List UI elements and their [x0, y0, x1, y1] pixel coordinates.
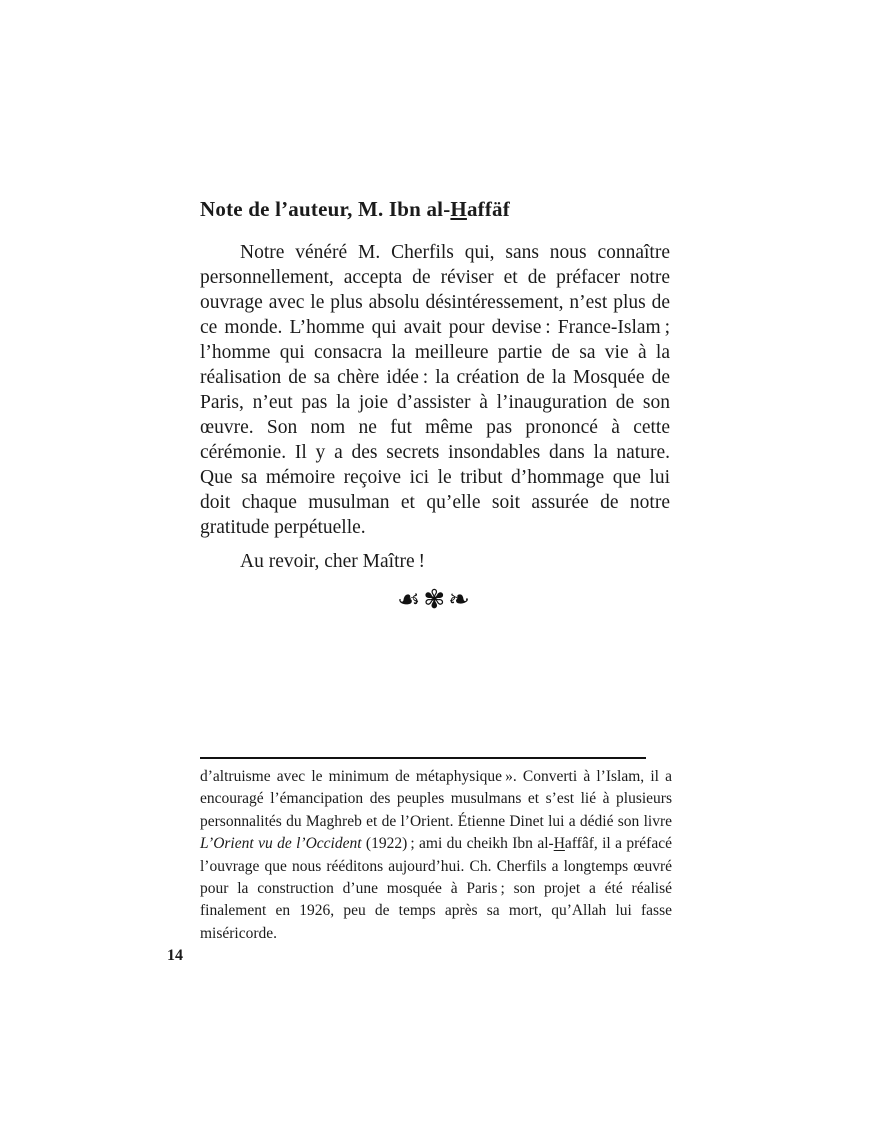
- footnote-text: d’altruisme avec le minimum de métaphysique ». Converti à l’Islam, il a encouragé l’émancipation des peuples musulmans et s’est lié à plusieurs personnalités du Maghreb et de l’Orient. Étienne Dinet lui a dédié son livre L’Orient vu de l’Occident (1922) ; ami du cheikh Ibn al-Haffâf, il a préfacé l’ouvrage que nous rééditons aujourd’hui. Ch. Cherfils a longtemps œuvré pour la construction d’une mosquée à Paris ; son projet a été réalisé finalement en 1926, peu de temps après sa mort, qu’Allah lui fasse miséricorde.: [200, 768, 672, 942]
- footnote-divider: [200, 757, 646, 759]
- chapter-heading: Note de l’auteur, M. Ibn al-Haffäf: [200, 197, 510, 222]
- fleuron-ornament-icon: ☙✾❧: [397, 585, 473, 614]
- body-paragraph: Notre vénéré M. Cherfils qui, sans nous connaître personnellement, accepta de réviser et de préfacer notre ouvrage avec le plus absolu désintéressement, n’est plus de ce monde. L’homme qui avait pour devise : France-Islam ; l’homme qui consacra la meilleure partie de sa vie à la réalisation de sa chère idée : la création de la Mosquée de Paris, n’eut pas la joie d’assister à l’inauguration de son œuvre. Son nom ne fut même pas prononcé à cette cérémonie. Il y a des secrets insondables dans la nature. Que sa mémoire reçoive ici le tribut d’hommage que lui doit chaque musulman et qu’elle soit assurée de notre gratitude perpétuelle.: [200, 242, 670, 538]
- page-number: 14: [167, 947, 183, 964]
- body-text-block: [200, 240, 670, 574]
- farewell-paragraph: Au revoir, cher Maître !: [240, 551, 426, 572]
